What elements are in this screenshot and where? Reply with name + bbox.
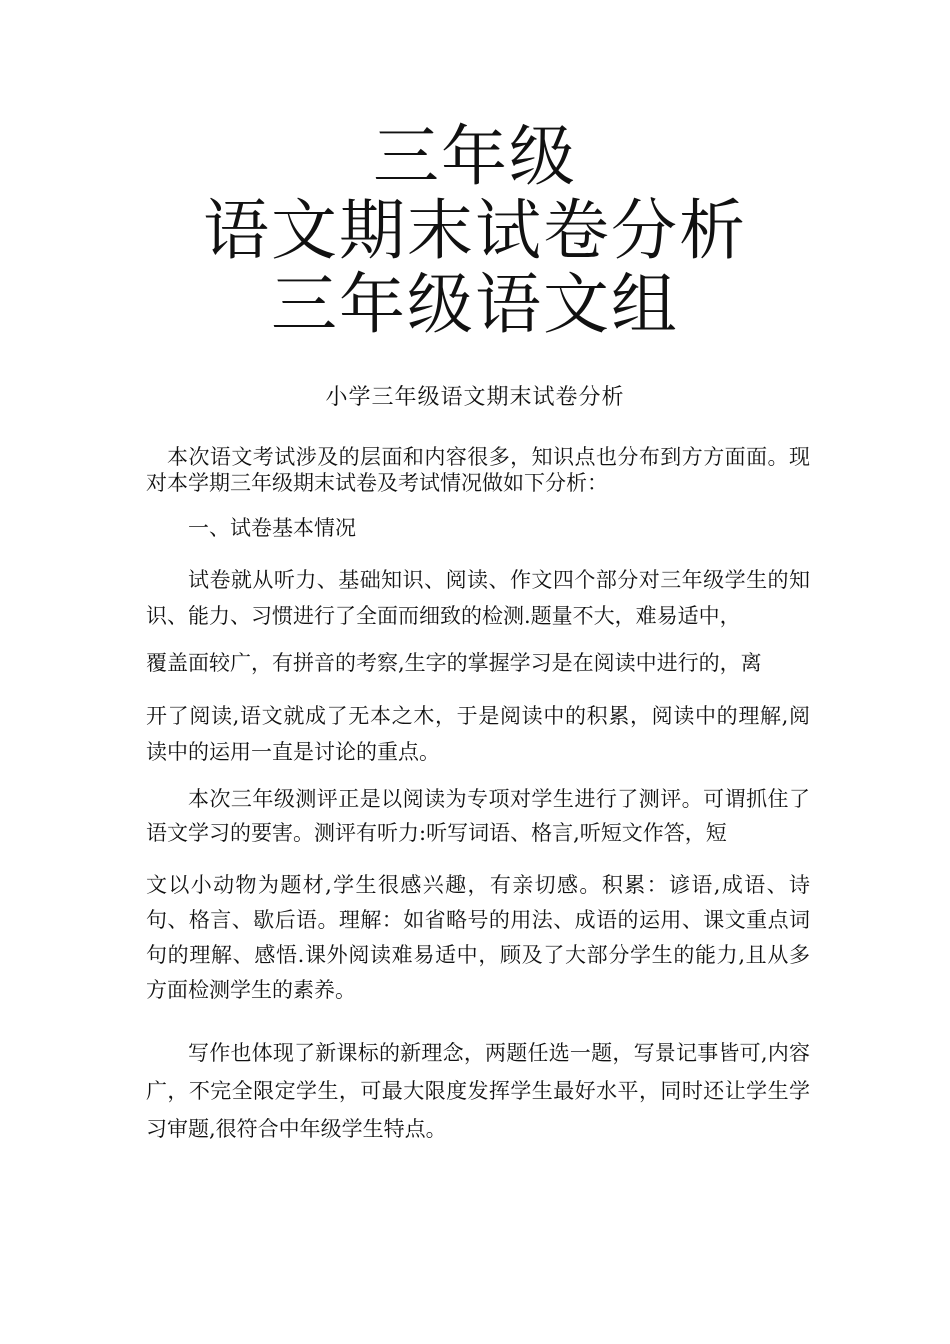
title-line-subject: 语文期末试卷分析 bbox=[203, 192, 747, 269]
document-subtitle: 小学三年级语文期末试卷分析 bbox=[325, 385, 625, 410]
paragraph-assessment-part1: 本次三年级测评正是以阅读为专项对学生进行了测评。可谓抓住了语文学习的要害。测评有听力:听写词语、格言,听短文作答，短 bbox=[146, 787, 810, 845]
paragraph-overview-part3: 开了阅读,语文就成了无本之木，于是阅读中的积累，阅读中的理解,阅读中的运用一直是讨论的重点。 bbox=[146, 704, 810, 764]
document-title bbox=[0, 120, 950, 342]
intro-paragraph: 本次语文考试涉及的层面和内容很多，知识点也分布到方方面面。现对本学期三年级期末试卷及考试情况做如下分析： bbox=[146, 445, 810, 495]
paragraph-assessment-part2: 文以小动物为题材,学生很感兴趣，有亲切感。积累：谚语,成语、诗句、格言、歇后语。理解：如省略号的用法、成语的运用、课文重点词句的理解、感悟.课外阅读难易适中，顾及了大部分学生的能力,且从多方面检测学生的素养。 bbox=[146, 873, 810, 1002]
paragraph-overview-part2: 覆盖面较广，有拼音的考察,生字的掌握学习是在阅读中进行的，离 bbox=[146, 651, 762, 675]
paragraph-writing: 写作也体现了新课标的新理念，两题任选一题，写景记事皆可,内容广，不完全限定学生，可最大限度发挥学生最好水平，同时还让学生学习审题,很符合中年级学生特点。 bbox=[146, 1041, 810, 1141]
paragraph-overview-part1: 试卷就从听力、基础知识、阅读、作文四个部分对三年级学生的知识、能力、习惯进行了全面而细致的检测.题量不大，难易适中， bbox=[146, 568, 810, 628]
title-line-group: 三年级语文组 bbox=[271, 266, 679, 343]
title-line-grade: 三年级 bbox=[373, 118, 577, 195]
section-heading: 一、试卷基本情况 bbox=[188, 516, 356, 540]
